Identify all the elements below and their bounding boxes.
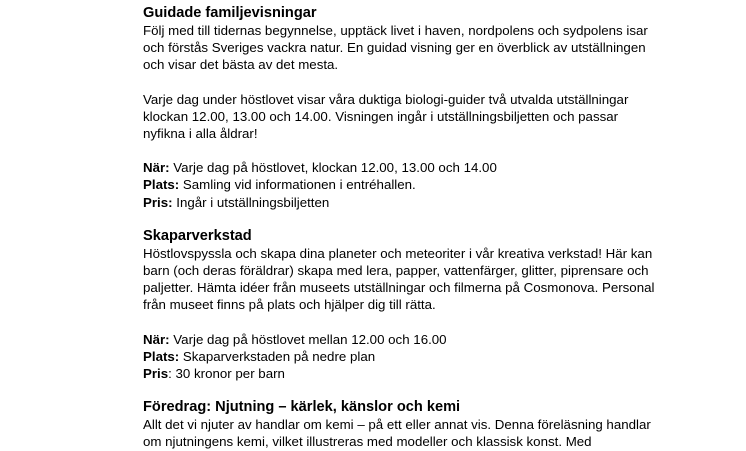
text-line: från museet finns på plats och hjälper dig till rätta. bbox=[143, 297, 436, 313]
section-guided-tours bbox=[143, 5, 703, 211]
info-value: Ingår i utställningsbiljetten bbox=[172, 194, 330, 210]
document-page bbox=[143, 5, 703, 451]
text-line: och förstås Sveriges vackra natur. En guidad visning ger en överblick av utställningen bbox=[143, 40, 646, 56]
text-line: Följ med till tidernas begynnelse, upptäck livet i haven, nordpolens och sydpolens isar bbox=[143, 23, 648, 38]
info-label: Plats: bbox=[143, 177, 180, 193]
info-value: Samling vid informationen i entréhallen. bbox=[179, 177, 416, 193]
text-line: barn (och deras föräldrar) skapa med lera, papper, vattenfärger, glitter, piprensare och bbox=[143, 263, 649, 279]
info-price bbox=[143, 365, 703, 382]
section-heading: Guidade familjevisningar bbox=[143, 5, 317, 21]
section-heading: Skaparverkstad bbox=[143, 227, 252, 244]
text-line: och visar det bästa av det mesta. bbox=[143, 57, 339, 73]
paragraph bbox=[143, 91, 703, 143]
info-label: När: bbox=[143, 160, 170, 176]
info-label: Pris: bbox=[143, 194, 173, 210]
info-label: Pris bbox=[143, 366, 169, 382]
paragraph bbox=[143, 245, 703, 314]
text-line: klockan 12.00, 13.00 och 14.00. Visningen ingår i utställningsbiljetten och passar bbox=[143, 108, 619, 124]
info-place bbox=[143, 176, 703, 193]
section-workshop bbox=[143, 228, 703, 382]
paragraph bbox=[143, 416, 703, 450]
text-line: om njutningens kemi, vilket illustreras med modeller och klassisk konst. Med bbox=[143, 434, 592, 450]
text-line: Varje dag under höstlovet visar våra duktiga biologi-guider två utvalda utställningar bbox=[143, 91, 629, 107]
info-value: : 30 kronor per barn bbox=[168, 366, 285, 382]
info-when bbox=[143, 159, 703, 176]
info-price bbox=[143, 194, 703, 211]
text-line: nyfikna i alla åldrar! bbox=[143, 126, 258, 142]
section-lecture bbox=[143, 399, 703, 450]
text-line: Höstlovspyssla och skapa dina planeter och meteoriter i vår kreativa verkstad! Här kan bbox=[143, 245, 653, 261]
info-label: När: bbox=[143, 331, 170, 347]
info-when bbox=[143, 331, 703, 348]
info-place bbox=[143, 348, 703, 365]
text-line: paljetter. Hämta idéer från museets utställningar och filmerna på Cosmonova. Personal bbox=[143, 280, 655, 296]
info-value: Varje dag på höstlovet mellan 12.00 och 16.00 bbox=[169, 331, 447, 347]
info-value: Skaparverkstaden på nedre plan bbox=[179, 348, 376, 364]
section-heading: Föredrag: Njutning – kärlek, känslor och kemi bbox=[143, 399, 461, 416]
paragraph bbox=[143, 22, 703, 74]
text-line: Allt det vi njuter av handlar om kemi – på ett eller annat vis. Denna föreläsning handlar bbox=[143, 417, 651, 433]
info-label: Plats: bbox=[143, 348, 180, 364]
info-value: Varje dag på höstlovet, klockan 12.00, 13.00 och 14.00 bbox=[169, 160, 497, 176]
